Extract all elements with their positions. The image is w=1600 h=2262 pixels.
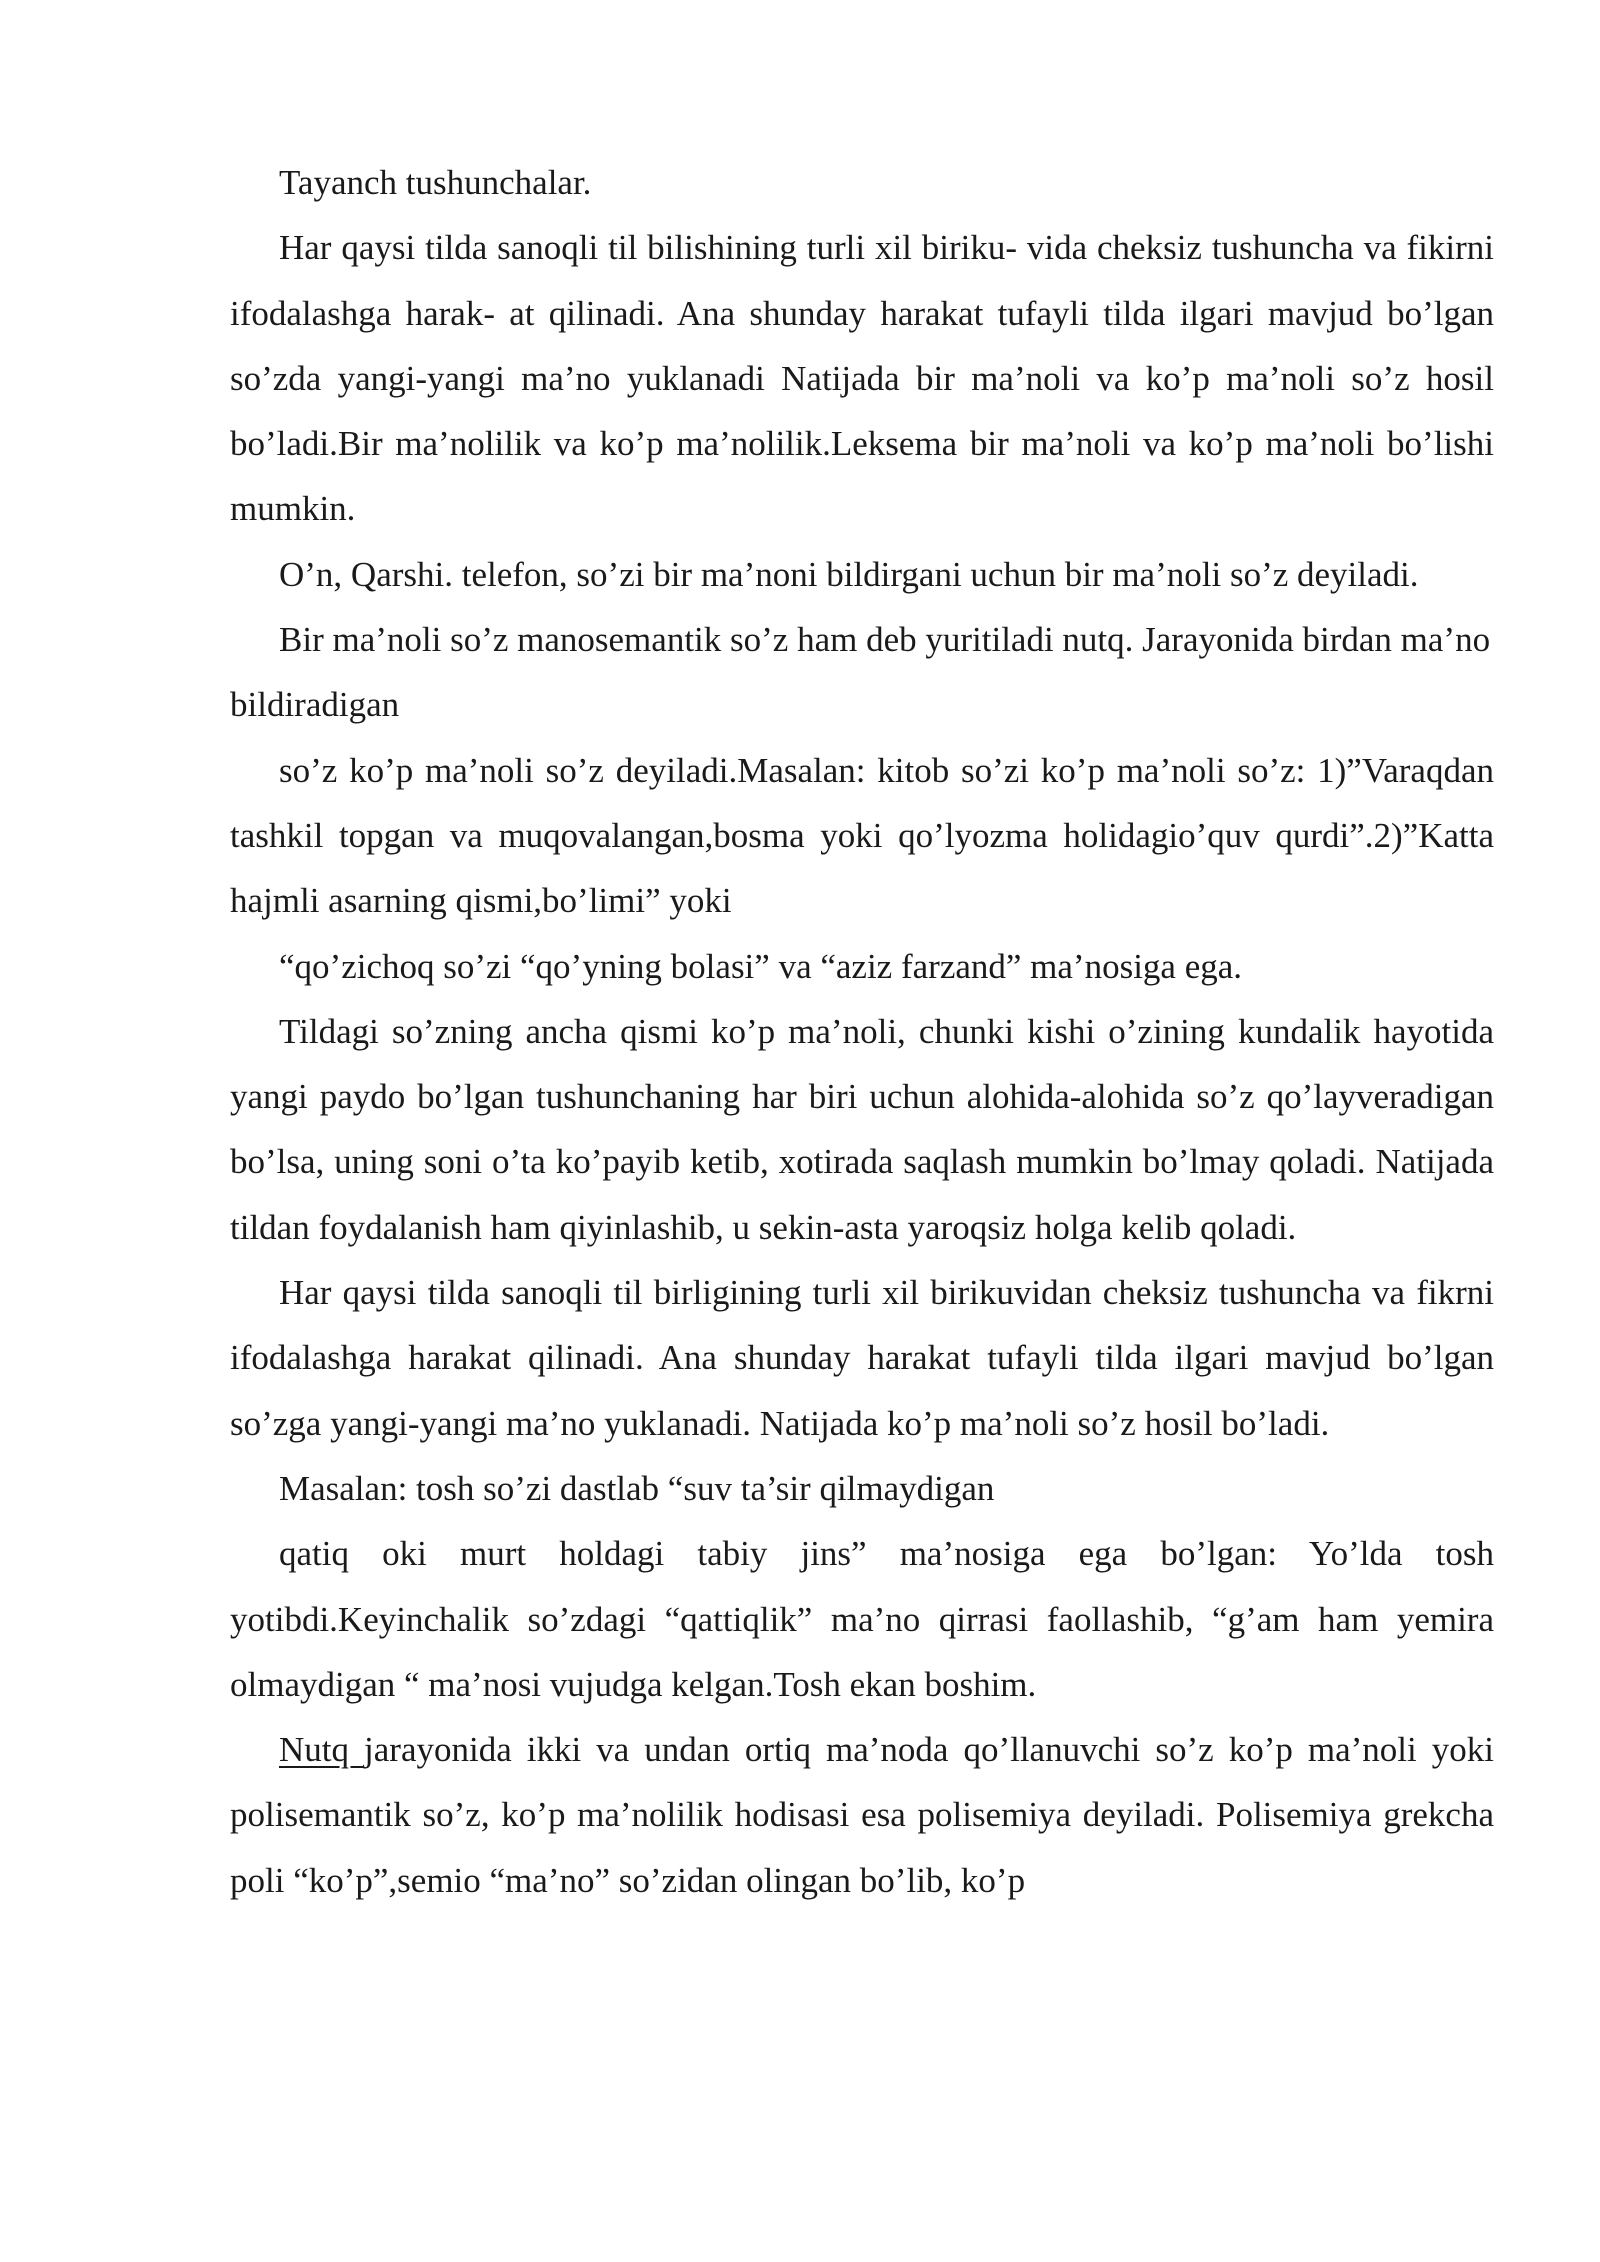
paragraph-8: Masalan: tosh so’zi dastlab “suv ta’sir qilmaydigan — [279, 1468, 995, 1508]
paragraph-5: “qo’zichoq so’zi “qo’yning bolasi” va “aziz farzand” ma’nosiga ega. — [279, 946, 1243, 986]
paragraph-2: O’n, Qarshi. telefon, so’zi bir ma’noni bildirgani uchun bir ma’noli so’z deyiladi. — [279, 554, 1419, 594]
paragraph-10 — [230, 1717, 1494, 1913]
paragraph-4: so’z ko’p ma’noli so’z deyiladi.Masalan: kitob so’zi ko’p ma’noli so’z: 1)”Varaqdan tashkil topgan va muqovalangan,bosma yoki qo’lyozma holidagio’quv qurdi”.2)”Katta hajmli asarning qismi,bo’limi” yoki — [230, 750, 1494, 921]
paragraph-1: Har qaysi tilda sanoqli til bilishining turli xil biriku- vida cheksiz tushuncha va fikirni ifodalashga harak- at qilinadi. Ana shunday harakat tufayli tilda ilgari mavjud bo’lgan so’zda yangi-yangi ma’no yuklanadi Natijada bir ma’noli va ko’p ma’noli so’z hosil bo’ladi.Bir ma’nolilik va ko’p ma’nolilik.Leksema bir ma’noli va ko’p ma’noli bo’lishi mumkin. — [230, 228, 1494, 529]
paragraph-6: Tildagi so’zning ancha qismi ko’p ma’noli, chunki kishi o’zining kundalik hayotida yangi paydo bo’lgan tushunchaning har biri uchun alohida-alohida so’z qo’layveradigan bo’lsa, uning soni o’ta ko’payib ketib, xotirada saqlash mumkin bo’lmay qoladi. Natijada tildan foydalanish ham qiyinlashib, u sekin-asta yaroqsiz holga kelib qoladi. — [230, 1011, 1494, 1247]
section-heading: Tayanch tushunchalar. — [279, 163, 592, 202]
underlined-word: Nutq — [279, 1730, 365, 1770]
document-page — [230, 150, 1494, 1913]
paragraph-7: Har qaysi tilda sanoqli til birligining turli xil birikuvidan cheksiz tushuncha va fikrni ifodalashga harakat qilinadi. Ana shunday harakat tufayli tilda ilgari mavjud bo’lgan so’zga yangi-yangi ma’no yuklanadi. Natijada ko’p ma’noli so’z hosil bo’ladi. — [230, 1273, 1494, 1443]
paragraph-9: qatiq oki murt holdagi tabiy jins” ma’nosiga ega bo’lgan: Yo’lda tosh yotibdi.Keyinchalik so’zdagi “qattiqlik” ma’no qirrasi faollashib, “g’am ham yemira olmaydigan “ ma’nosi vujudga kelgan.Tosh ekan boshim. — [230, 1534, 1494, 1704]
paragraph-10-text: jarayonida ikki va undan ortiq ma’noda qo’llanuvchi so’z ko’p ma’noli yoki polisemantik so’z, ko’p ma’nolilik hodisasi esa polisemiya deyiladi. Polisemiya grekcha poli “ko’p”,semio “ma’no” so’zidan olingan bo’lib, ko’p — [230, 1730, 1494, 1900]
paragraph-3: Bir ma’noli so’z manosemantik so’z ham deb yuritiladi nutq. Jarayonida birdan ma’no bildiradigan — [230, 620, 1491, 725]
